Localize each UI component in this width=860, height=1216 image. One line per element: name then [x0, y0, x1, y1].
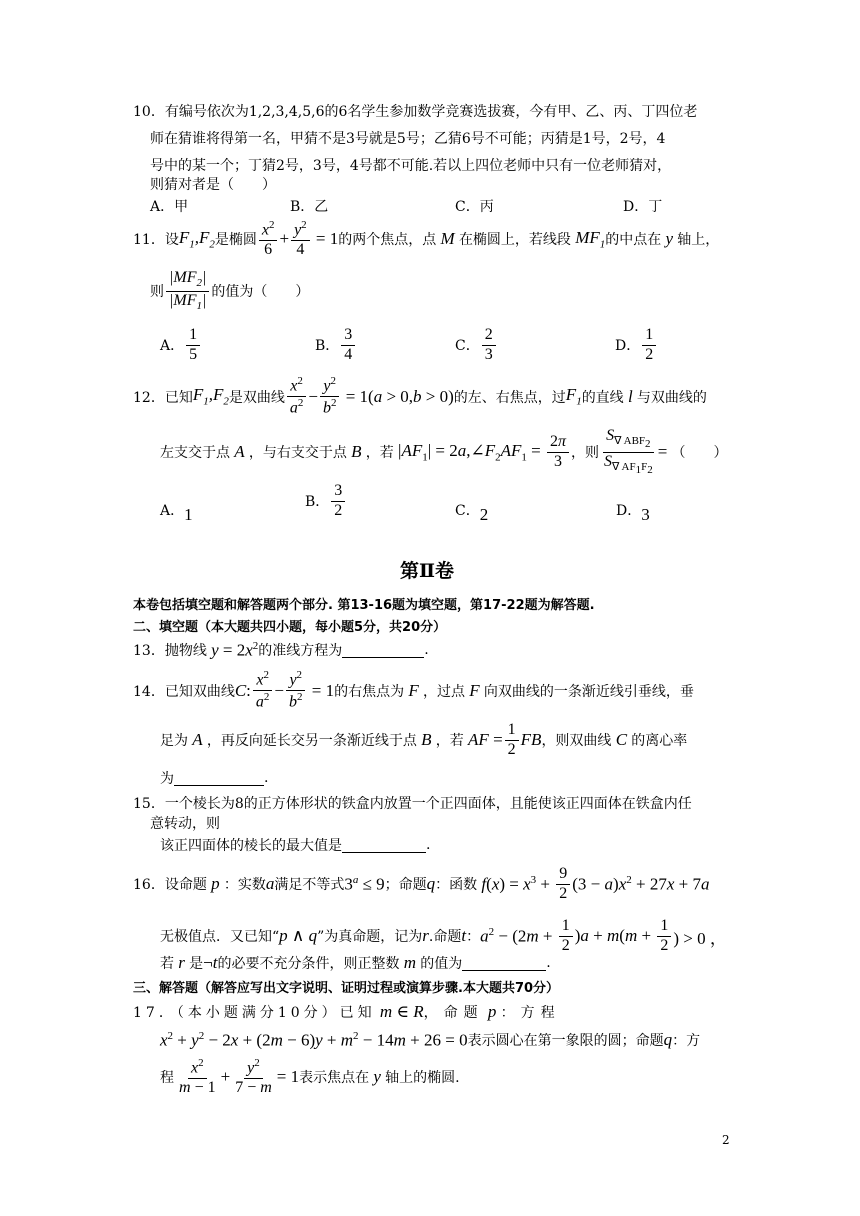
q10-option-a: A．甲	[150, 199, 189, 215]
q12-area-ratio: $\frac{S_{\nabla ABF_2}}{S_{\nabla AF_1F_2}}$	[604, 427, 653, 477]
q11-value: 的值为（ ）	[211, 284, 310, 301]
q12-option-c-label: C．	[455, 503, 480, 519]
q14-l2d: ，则双曲线	[541, 733, 612, 750]
q13-rest: 的准线方程为	[258, 643, 343, 660]
q11-option-d-den: 2	[645, 345, 654, 363]
q15-line1: 15．一个棱长为8的正方体形状的铁盒内放置一个正四面体，且能使该正四面体在铁盒内任	[133, 796, 692, 812]
q11-t4: 的中点在	[605, 232, 662, 249]
q12-option-d-label: D．	[616, 503, 642, 519]
q11-ratio: $\frac{|MF_2|}{|MF_1|}$	[166, 270, 209, 312]
q11-option-a-den: 5	[189, 345, 198, 363]
q16-l3a: 若	[160, 956, 174, 972]
q16-t1: ：实数	[223, 877, 266, 894]
q11-option-a	[160, 327, 202, 364]
q11-option-d-num: 1	[642, 327, 656, 346]
q10-line4: 则猜对者是（ ）	[150, 177, 276, 193]
q17-line2: $x^2 + y^2 - 2x + (2m - 6)y + m^2 - 14m + 26 = 0$ 表示圆心在第一象限的圆；命题 q ：方	[160, 1030, 701, 1050]
q13-end: .	[424, 642, 429, 659]
q14-answer-blank[interactable]	[174, 771, 264, 786]
q16-t2: 满足不等式	[274, 877, 345, 894]
q11-ellipse-frac1: $\frac{x^2}{6}$	[259, 220, 278, 259]
q16-answer-blank[interactable]	[462, 956, 546, 971]
q14-l2c: ，若	[435, 733, 464, 750]
q17-line1: 17．（本小题满分10分）已知 m ∈ R ，命题 p ：方程	[133, 1002, 561, 1021]
q12-t2: 的左、右焦点，过	[453, 389, 566, 406]
q11-foci: $F_1,F_2$	[178, 228, 215, 251]
q12-option-b-num: 3	[331, 483, 345, 502]
q17-line3c: 轴上的椭圆.	[385, 1070, 460, 1087]
q12-option-d-val: 3	[641, 505, 650, 524]
q11-option-a-label: A．	[160, 338, 185, 355]
q12-option-b-label: B．	[305, 494, 330, 511]
q17-line1c: ：方程	[500, 1005, 561, 1021]
q12-option-c	[455, 495, 488, 525]
fill-in-title: 二、填空题（本大题共四小题，每小题5分，共20分）	[133, 620, 447, 635]
q10-option-d: D．丁	[623, 199, 663, 215]
q16-l2a: 无极值点．又已知“	[160, 929, 280, 946]
q11-option-c	[455, 327, 498, 364]
q11-option-b-num: 3	[341, 327, 355, 346]
q11-option-b-den: 4	[344, 345, 353, 363]
q12-hyper-frac1: $\frac{x^2}{a^2}$	[287, 376, 307, 417]
q11-ellipse-frac2: $\frac{y^2}{4}$	[291, 220, 310, 259]
q11-then: 则	[150, 284, 164, 301]
q12-t4: 与双曲线的	[636, 389, 707, 406]
q16-l3d: 的值为	[420, 956, 463, 972]
q11-option-b-label: B．	[315, 338, 340, 355]
q11-option-d-label: D．	[615, 338, 641, 355]
q14-line1: 14．已知双曲线 C : $\frac{x^2}{a^2}$ − $\frac{y^2}{b^2}$ = 1 的右焦点为 F ，过点 F 向双曲线的一条渐近线引垂线，垂	[133, 669, 694, 711]
q14-l2a: 足为	[160, 733, 188, 750]
q13: 13．抛物线 $y = 2x^2$ 的准线方程为 .	[133, 640, 429, 660]
q16-line1: 16．设命题 p ：实数 a 满足不等式 $3^a \le 9$ ；命题 q ：函数 $f(x) = x^3$ + $\frac{9}{2}$ $(3 - a)x^2 + 27x + 7a$	[133, 865, 710, 902]
q10-option-b: B．乙	[290, 199, 329, 215]
q14-line3	[160, 768, 268, 788]
q12-option-a	[160, 495, 193, 525]
q12-line2b: ，与右支交于点	[248, 445, 347, 462]
q12-t1: 是双曲线	[228, 389, 285, 406]
q12-option-a-val: 1	[184, 505, 193, 524]
q12-line2c: ，若	[365, 445, 394, 462]
q10-option-c: C．丙	[455, 199, 494, 215]
q11-option-b	[315, 327, 357, 364]
q11-option-c-den: 3	[484, 345, 493, 363]
q16-line2: 无极值点．又已知“ p ∧ q ”为真命题，记为 r .命题 t ： $a^2 - (2m$ + $\frac{1}{2}$ )a + m(m + $\frac{1}{2}$ ) > 0 ，	[160, 917, 727, 954]
q11-line1: 11．设 $F_1,F_2$ 是椭圆 $\frac{x^2}{6}$ + $\frac{y^2}{4}$ = 1 的两个焦点，点 M 在椭圆上，若线段 $MF_1$ 的中点在 y 轴上，	[133, 219, 720, 259]
q16-num: 16．设命题	[133, 877, 207, 894]
q11-t1: 是椭圆	[214, 232, 257, 249]
q14-l3: 为	[160, 771, 174, 787]
section2-title: 第Ⅱ卷	[400, 560, 455, 582]
q16-l2d: ：	[466, 929, 481, 946]
q15-end: .	[426, 837, 431, 853]
q11-line2	[150, 270, 309, 312]
q13-num: 13．抛物线	[133, 643, 207, 660]
q15-line3-text: 该正四面体的棱长的最大值是	[160, 838, 342, 854]
q12-option-b-den: 2	[334, 501, 343, 519]
q14-line2: 足为 A ，再反向延长交另一条渐近线于点 B ，若 AF = $\frac{1}{2}$ FB ，则双曲线 C 的离心率	[160, 721, 688, 758]
q14-num: 14．已知双曲线	[133, 683, 235, 700]
q14-t1: 的右焦点为	[334, 683, 405, 700]
page-number: 2	[722, 1133, 730, 1147]
q12-option-b	[305, 483, 347, 520]
q14-l2e: 的离心率	[631, 733, 688, 750]
q12-line1: 12．已知 $F_1,F_2$ 是双曲线 $\frac{x^2}{a^2}$ − $\frac{y^2}{b^2}$ = 1(a > 0,b > 0) 的左、右焦点，过 $F_1$ 的直线 l 与双曲线的	[133, 375, 707, 417]
q17-line1-text: 17．（本小题满分10分）已知	[133, 1005, 376, 1021]
section3-title: 三、解答题（解答应写出文字说明、证明过程或演算步骤.本大题共70分）	[133, 981, 560, 996]
q11-option-a-num: 1	[186, 327, 200, 346]
q16-t4: ：函数	[435, 877, 478, 894]
q14-end: .	[264, 770, 269, 786]
q11-option-c-label: C．	[455, 338, 480, 355]
q12-option-a-label: A．	[160, 503, 185, 519]
q14-t2: ，过点	[422, 683, 465, 700]
q10-line1: 10．有编号依次为1,2,3,4,5,6的6名学生参加数学竞赛选拔赛，今有甲、乙、丙、丁四位老	[133, 104, 698, 120]
q14-t3: 向双曲线的一条渐近线引垂线，垂	[483, 683, 694, 700]
q17-line2c: ：方	[672, 1033, 701, 1050]
q16-end: .	[546, 955, 551, 971]
q14-l2b: ，再反向延长交另一条渐近线于点	[206, 733, 417, 750]
q16-line3: 若 r 是 ¬t 的必要不充分条件，则正整数 m 的值为 .	[160, 953, 551, 972]
q12-line2a: 左支交于点	[160, 445, 230, 462]
q15-answer-blank[interactable]	[342, 838, 426, 853]
q16-l2b: ”为真命题，记为	[317, 929, 423, 946]
q12-hyper-frac2: $\frac{y^2}{b^2}$	[320, 376, 340, 417]
q17-line1b: ，命题	[423, 1005, 484, 1021]
q15-line2: 意转动，则	[150, 816, 220, 832]
q11-num: 11．设	[133, 232, 179, 249]
q10-line3: 号中的某一个；丁猜2号，3号，4号都不可能.若以上四位老师中只有一位老师猜对，	[150, 158, 672, 174]
section2-intro: 本卷包括填空题和解答题两个部分. 第13-16题为填空题，第17-22题为解答题.	[133, 598, 595, 613]
q11-option-c-num: 2	[482, 327, 496, 346]
q11-t3: 在椭圆上，若线段	[458, 232, 571, 249]
q12-t3: 的直线	[581, 389, 624, 406]
q12-option-d	[616, 495, 650, 525]
q15-line3	[160, 835, 430, 855]
q12-option-c-val: 2	[479, 505, 489, 524]
q13-answer-blank[interactable]	[342, 643, 424, 658]
q17-line3: 程 $\frac{x^2}{m - 1}$ + $\frac{y^2}{7 - m}$ = 1 表示焦点在 y 轴上的椭圆.	[160, 1057, 460, 1097]
q11-option-d	[615, 327, 658, 364]
q16-l3b: 是	[189, 956, 204, 972]
q17-line2b: 表示圆心在第一象限的圆；命题	[467, 1033, 664, 1050]
q12-line2e: （ ）	[671, 445, 728, 462]
q11-t2: 的两个焦点，点	[338, 232, 437, 249]
q11-t5: 轴上，	[677, 232, 720, 249]
q10-line2: 师在猜谁将得第一名，甲猜不是3号就是5号；乙猜6号不可能；丙猜是1号，2号，4	[150, 131, 666, 147]
q12-num: 12．已知	[133, 389, 193, 406]
q16-t3: ；命题	[384, 877, 427, 894]
q17-line3a: 程	[160, 1070, 174, 1087]
q16-l2c: .命题	[428, 929, 462, 946]
q16-l3c: 的必要不充分条件，则正整数	[217, 956, 400, 972]
q12-line2d: ，则	[571, 445, 599, 462]
q17-line3b: 表示焦点在	[299, 1070, 370, 1087]
q12-line2: 左支交于点 A ，与右支交于点 B ，若 $|AF_1|$ = $2a,\angle F_2AF_1$ = $\frac{2\pi}{3}$ ，则 $\frac{S_{\nabla ABF_2}}{S_{\nabla AF_1F_2}}$ = （ ）	[160, 427, 728, 477]
